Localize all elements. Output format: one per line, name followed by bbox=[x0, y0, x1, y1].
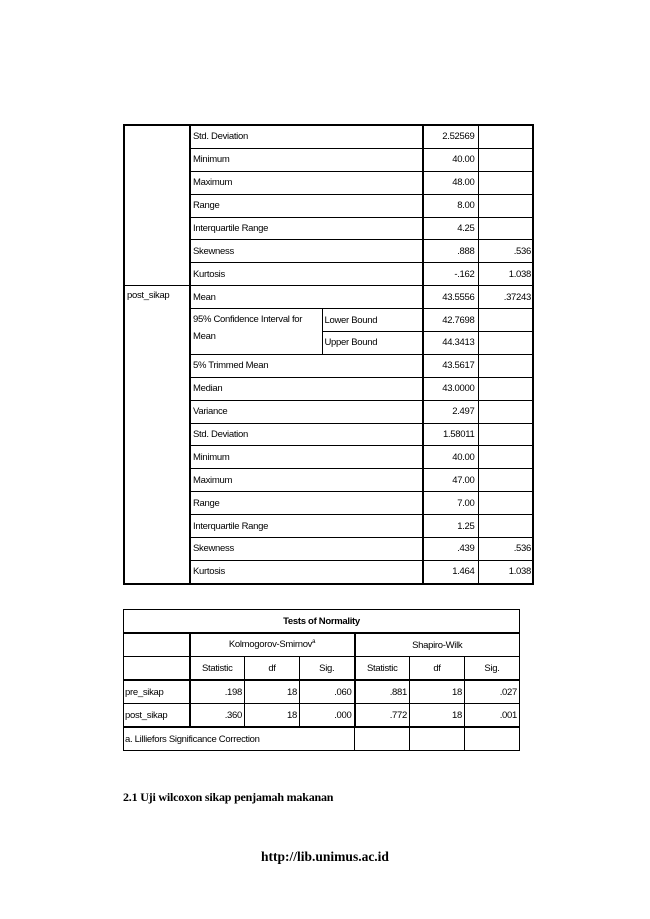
std-error-value bbox=[478, 194, 533, 217]
ci-upper-label: Upper Bound bbox=[322, 332, 423, 355]
stat-label: Minimum bbox=[190, 148, 423, 171]
stat-label: Maximum bbox=[190, 469, 423, 492]
ks-statistic: .360 bbox=[190, 704, 245, 728]
stat-label: Kurtosis bbox=[190, 560, 423, 583]
section-heading: 2.1 Uji wilcoxon sikap penjamah makanan bbox=[123, 790, 334, 804]
normality-corner-cell-2 bbox=[124, 657, 190, 681]
statistic-value: 8.00 bbox=[423, 194, 478, 217]
stat-label: Variance bbox=[190, 400, 423, 423]
std-error-value bbox=[478, 309, 533, 332]
normality-corner-cell bbox=[124, 633, 190, 657]
sw-group-header: Shapiro-Wilk bbox=[355, 633, 520, 657]
statistic-value: 43.5617 bbox=[423, 354, 478, 377]
statistic-value: -.162 bbox=[423, 263, 478, 286]
col-ks-sig: Sig. bbox=[300, 657, 355, 681]
ci-label: 95% Confidence Interval for Mean bbox=[190, 309, 322, 355]
ks-sig: .000 bbox=[300, 704, 355, 728]
stat-label: Range bbox=[190, 492, 423, 515]
ks-statistic: .198 bbox=[190, 680, 245, 704]
std-error-value bbox=[478, 492, 533, 515]
stat-label: 5% Trimmed Mean bbox=[190, 354, 423, 377]
statistic-value: 2.497 bbox=[423, 400, 478, 423]
footnote-empty-cell bbox=[410, 727, 465, 751]
tests-of-normality-table bbox=[123, 609, 520, 751]
statistic-value: 1.464 bbox=[423, 560, 478, 583]
statistic-value: 43.0000 bbox=[423, 377, 478, 400]
std-error-value bbox=[478, 423, 533, 446]
group-label-post: post_sikap bbox=[124, 286, 190, 584]
col-ks-df: df bbox=[245, 657, 300, 681]
col-sw-df: df bbox=[410, 657, 465, 681]
statistic-value: 40.00 bbox=[423, 446, 478, 469]
statistic-value: 48.00 bbox=[423, 171, 478, 194]
statistic-value: 1.58011 bbox=[423, 423, 478, 446]
std-error-value: 1.038 bbox=[478, 560, 533, 583]
std-error-value bbox=[478, 515, 533, 538]
footer-url: http://lib.unimus.ac.id bbox=[261, 849, 389, 864]
ks-df: 18 bbox=[245, 680, 300, 704]
std-error-value bbox=[478, 148, 533, 171]
statistic-value: 42.7698 bbox=[423, 309, 478, 332]
row-label: pre_sikap bbox=[124, 680, 190, 704]
std-error-value bbox=[478, 332, 533, 355]
statistic-value: 44.3413 bbox=[423, 332, 478, 355]
ks-sig: .060 bbox=[300, 680, 355, 704]
statistic-value: 47.00 bbox=[423, 469, 478, 492]
stat-label: Skewness bbox=[190, 240, 423, 263]
stat-label: Std. Deviation bbox=[193, 131, 248, 143]
statistic-value: 2.52569 bbox=[423, 125, 478, 148]
std-error-value bbox=[478, 377, 533, 400]
stat-label: Range bbox=[190, 194, 423, 217]
sw-df: 18 bbox=[410, 680, 465, 704]
stat-label: Median bbox=[190, 377, 423, 400]
stat-label: Mean bbox=[190, 286, 423, 309]
stat-label: Kurtosis bbox=[190, 263, 423, 286]
ci-lower-label: Lower Bound bbox=[322, 309, 423, 332]
normality-title: Tests of Normality bbox=[124, 610, 520, 634]
std-error-value: .37243 bbox=[478, 286, 533, 309]
table-row bbox=[124, 704, 520, 728]
footnote-empty-cell bbox=[355, 727, 410, 751]
stat-label: Minimum bbox=[190, 446, 423, 469]
footnote-empty-cell bbox=[465, 727, 520, 751]
sw-statistic: .772 bbox=[355, 704, 410, 728]
std-error-value bbox=[478, 469, 533, 492]
sw-df: 18 bbox=[410, 704, 465, 728]
sw-sig: .001 bbox=[465, 704, 520, 728]
stat-label: Maximum bbox=[190, 171, 423, 194]
statistic-value: 1.25 bbox=[423, 515, 478, 538]
table-row bbox=[124, 680, 520, 704]
std-error-value bbox=[478, 125, 533, 148]
statistic-value: 43.5556 bbox=[423, 286, 478, 309]
sw-statistic: .881 bbox=[355, 680, 410, 704]
sw-sig: .027 bbox=[465, 680, 520, 704]
std-error-value: .536 bbox=[478, 538, 533, 561]
std-error-value bbox=[478, 217, 533, 240]
stat-label: Interquartile Range bbox=[190, 217, 423, 240]
statistic-value: .888 bbox=[423, 240, 478, 263]
col-sw-statistic: Statistic bbox=[355, 657, 410, 681]
descriptives-table bbox=[123, 124, 534, 585]
ks-group-header: Kolmogorov-Smirnov$^a$ bbox=[190, 633, 355, 657]
std-error-value bbox=[478, 400, 533, 423]
statistic-value: .439 bbox=[423, 538, 478, 561]
statistic-value: 4.25 bbox=[423, 217, 478, 240]
std-error-value bbox=[478, 446, 533, 469]
col-ks-statistic: Statistic bbox=[190, 657, 245, 681]
group-cell-pre bbox=[124, 125, 190, 286]
std-error-value: .536 bbox=[478, 240, 533, 263]
std-error-value bbox=[478, 171, 533, 194]
stat-label: Std. Deviation bbox=[190, 423, 423, 446]
normality-footnote: a. Lilliefors Significance Correction bbox=[124, 727, 355, 751]
statistic-value: 40.00 bbox=[423, 148, 478, 171]
stat-label: Skewness bbox=[190, 538, 423, 561]
ks-df: 18 bbox=[245, 704, 300, 728]
statistic-value: 7.00 bbox=[423, 492, 478, 515]
table-row bbox=[124, 125, 533, 148]
std-error-value bbox=[478, 354, 533, 377]
row-label: post_sikap bbox=[124, 704, 190, 728]
table-row bbox=[124, 286, 533, 309]
std-error-value: 1.038 bbox=[478, 263, 533, 286]
col-sw-sig: Sig. bbox=[465, 657, 520, 681]
stat-label: Interquartile Range bbox=[190, 515, 423, 538]
